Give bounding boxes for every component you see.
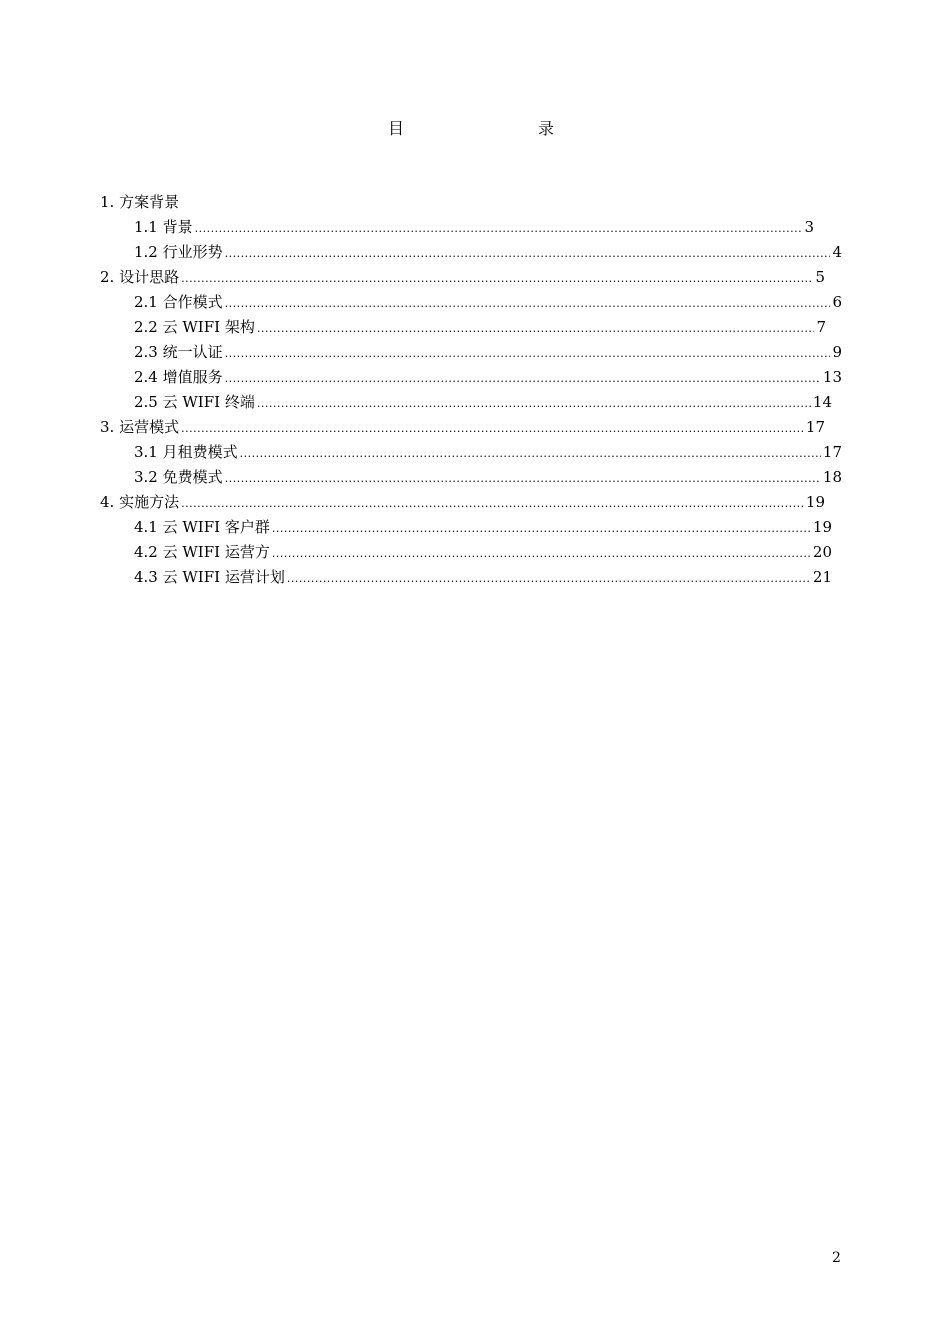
toc-entry-page: 18 xyxy=(822,468,842,486)
toc-entry-3-1[interactable] xyxy=(134,440,842,465)
toc-entry-page: 13 xyxy=(822,368,842,386)
toc-entry-page: 19 xyxy=(812,518,832,536)
toc-entry-label: 2.4 增值服务 xyxy=(134,368,223,386)
toc-entry-label: 1.2 行业形势 xyxy=(134,243,223,261)
toc-entry-2[interactable] xyxy=(100,265,825,290)
toc-leader-dots xyxy=(257,315,815,340)
toc-entry-page: 9 xyxy=(832,343,842,361)
toc-entry-page: 17 xyxy=(805,418,825,436)
toc-title-right: 录 xyxy=(538,119,555,138)
toc-entry-label: 4.2 云 WIFI 运营方 xyxy=(134,543,270,561)
toc-entry-2-5[interactable] xyxy=(134,390,832,415)
toc-entry-label: 4.1 云 WIFI 客户群 xyxy=(134,518,270,536)
toc-leader-dots xyxy=(272,540,811,565)
toc-entry-label: 2.5 云 WIFI 终端 xyxy=(134,393,255,411)
toc-leader-dots xyxy=(240,440,821,465)
toc-entry-page: 17 xyxy=(822,443,842,461)
toc-entry-label: 4. 实施方法 xyxy=(100,493,180,511)
toc-entry-label: 2.3 统一认证 xyxy=(134,343,223,361)
toc-leader-dots xyxy=(257,390,811,415)
toc-entry-2-3[interactable] xyxy=(134,340,842,365)
toc-entry-page: 21 xyxy=(812,568,832,586)
toc-entry-label: 3.1 月租费模式 xyxy=(134,443,238,461)
toc-entry-page: 6 xyxy=(832,293,842,311)
toc-entry-2-4[interactable] xyxy=(134,365,842,390)
toc-entry-label: 1.1 背景 xyxy=(134,218,193,236)
toc-title xyxy=(0,116,950,138)
toc-entry-1-2[interactable] xyxy=(134,240,842,265)
toc-leader-dots xyxy=(287,565,811,590)
toc-entry-page: 5 xyxy=(815,268,825,286)
toc-leader-dots xyxy=(225,465,821,490)
toc-leader-dots xyxy=(225,340,831,365)
toc-title-left: 目 xyxy=(388,119,405,138)
toc-leader-dots xyxy=(225,365,821,390)
toc-entry-label: 2.2 云 WIFI 架构 xyxy=(134,318,255,336)
toc-entry-4-3[interactable] xyxy=(134,565,832,590)
toc-leader-dots xyxy=(225,290,831,315)
toc-entry-label: 3. 运营模式 xyxy=(100,418,180,436)
toc-entry-1-1[interactable] xyxy=(134,215,814,240)
toc-entry-1[interactable] xyxy=(100,190,179,215)
toc-entry-label: 2. 设计思路 xyxy=(100,268,180,286)
toc-entry-page: 20 xyxy=(812,543,832,561)
toc-entry-3-2[interactable] xyxy=(134,465,842,490)
toc-entry-label: 1. 方案背景 xyxy=(100,193,180,211)
toc-entry-2-1[interactable] xyxy=(134,290,842,315)
toc-entry-page: 7 xyxy=(816,318,826,336)
toc-leader-dots xyxy=(272,515,811,540)
toc-leader-dots xyxy=(181,415,804,440)
toc-entry-3[interactable] xyxy=(100,415,825,440)
toc-entry-2-2[interactable] xyxy=(134,315,826,340)
toc-entry-label: 3.2 免费模式 xyxy=(134,468,223,486)
toc-entry-4[interactable] xyxy=(100,490,825,515)
toc-leader-dots xyxy=(225,240,831,265)
toc-entry-4-2[interactable] xyxy=(134,540,832,565)
toc-entry-page: 3 xyxy=(804,218,814,236)
toc-leader-dots xyxy=(181,490,804,515)
toc-entry-4-1[interactable] xyxy=(134,515,832,540)
toc-leader-dots xyxy=(195,215,803,240)
toc-entry-label: 4.3 云 WIFI 运营计划 xyxy=(134,568,285,586)
page-number: 2 xyxy=(832,1250,841,1266)
toc-entry-page: 14 xyxy=(812,393,832,411)
toc-leader-dots xyxy=(181,265,813,290)
toc-entry-label: 2.1 合作模式 xyxy=(134,293,223,311)
toc-entry-page: 19 xyxy=(805,493,825,511)
toc-entry-page: 4 xyxy=(832,243,842,261)
